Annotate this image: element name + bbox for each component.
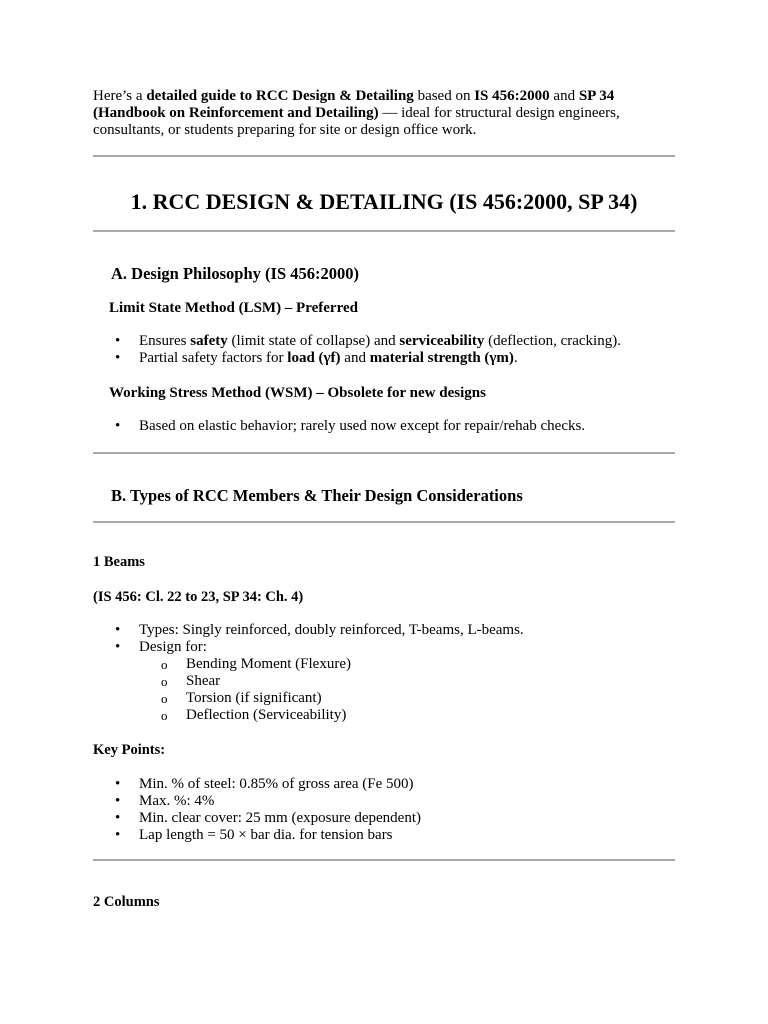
divider [93, 230, 675, 232]
bullet-icon: • [115, 350, 121, 366]
item-text: Design for: [139, 639, 207, 655]
key-points-heading: Key Points: [93, 742, 166, 758]
heading-text: 1 Beams [93, 554, 145, 570]
intro-text: and [549, 88, 579, 104]
circle-bullet-icon: o [161, 657, 168, 672]
item-bold: safety [190, 333, 228, 349]
intro-text: Here’s a [93, 88, 147, 104]
item-text: Torsion (if significant) [186, 690, 322, 706]
list-item [93, 827, 675, 844]
bullet-icon: • [115, 810, 121, 826]
lsm-heading: Limit State Method (LSM) – Preferred [109, 300, 358, 316]
beams-list [93, 622, 675, 724]
item-text: (limit state of collapse) and [227, 333, 400, 349]
intro-bold: detailed guide to RCC Design & Detailing [146, 88, 414, 104]
bullet-icon: • [115, 333, 121, 349]
intro-text: based on [413, 88, 475, 104]
item-text: Lap length = 50 × bar dia. for tension bars [139, 827, 393, 843]
list-item [93, 350, 675, 367]
beams-heading [93, 554, 145, 571]
circle-bullet-icon: o [161, 708, 168, 723]
divider [93, 452, 675, 454]
item-text: . [513, 350, 518, 366]
item-text: Min. clear cover: 25 mm (exposure dependent) [139, 810, 421, 826]
bullet-icon: • [115, 622, 121, 638]
list-item [93, 418, 675, 435]
intro-text: — ideal for structural design engineers, consultants, or students preparing for site or design office work. [93, 105, 620, 138]
list-item [93, 776, 675, 793]
intro-bold: SP 34 (Handbook on Reinforcement and Detailing) [93, 88, 615, 121]
item-text: Types: Singly reinforced, doubly reinforced, T-beams, L-beams. [139, 622, 524, 638]
bullet-icon: • [115, 639, 121, 655]
list-item [93, 333, 675, 350]
sub-list-item [93, 673, 675, 690]
sub-list-item [93, 707, 675, 724]
item-text: Min. % of steel: 0.85% of gross area (Fe 500) [139, 776, 414, 792]
bullet-icon: • [115, 793, 121, 809]
intro-paragraph [93, 88, 675, 139]
wsm-heading: Working Stress Method (WSM) – Obsolete for new designs [109, 385, 486, 401]
bullet-icon: • [115, 776, 121, 792]
divider [93, 155, 675, 157]
item-text: Max. %: 4% [139, 793, 215, 809]
divider [93, 521, 675, 523]
circle-bullet-icon: o [161, 674, 168, 689]
heading-text: 2 Columns [93, 894, 160, 910]
item-text: Shear [186, 673, 221, 689]
wsm-list [93, 418, 675, 435]
list-item [93, 622, 675, 639]
item-text: Based on elastic behavior; rarely used now except for repair/rehab checks. [139, 418, 586, 434]
item-text: (deflection, cracking). [484, 333, 621, 349]
divider [93, 859, 675, 861]
bullet-icon: • [115, 418, 121, 434]
item-text: Deflection (Serviceability) [186, 707, 347, 723]
section-b-heading: B. Types of RCC Members & Their Design Considerations [111, 486, 523, 505]
list-item [93, 793, 675, 810]
bullet-icon: • [115, 827, 121, 843]
item-text: Ensures [139, 333, 191, 349]
item-bold: serviceability [399, 333, 485, 349]
page-title: 1. RCC DESIGN & DETAILING (IS 456:2000, SP 34) [130, 189, 638, 214]
key-points-list [93, 776, 675, 844]
columns-heading [93, 894, 159, 911]
list-item [93, 810, 675, 827]
section-a-heading: A. Design Philosophy (IS 456:2000) [111, 264, 359, 283]
item-text: and [340, 350, 370, 366]
item-text: Bending Moment (Flexure) [186, 656, 351, 672]
item-bold: load (γf) [287, 350, 341, 366]
item-text: Partial safety factors for [139, 350, 288, 366]
sub-list-item [93, 690, 675, 707]
sub-list-item [93, 656, 675, 673]
circle-bullet-icon: o [161, 691, 168, 706]
intro-bold: IS 456:2000 [474, 88, 550, 104]
item-bold: material strength (γm) [369, 350, 514, 366]
list-item [93, 639, 675, 656]
lsm-list [93, 333, 675, 367]
beams-reference: (IS 456: Cl. 22 to 23, SP 34: Ch. 4) [93, 589, 304, 605]
